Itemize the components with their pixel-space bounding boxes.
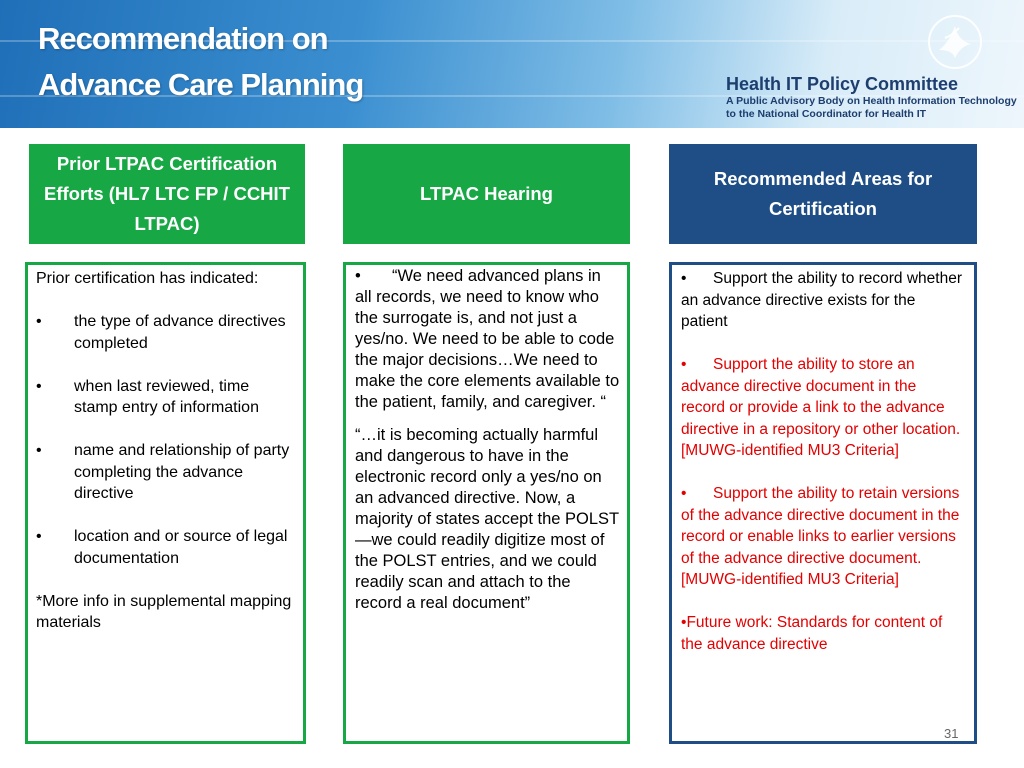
bullet-icon: • [681,356,687,373]
hearing-quote-2: “…it is becoming actually harmful and dangerous to have in the electronic record only a yes/no on an advanced directive. Now, a majority of states accept the POLST—we could readily digitize most of the POLST entries, and we could readily scan and attach to the record a real document” [355,426,620,612]
list-item [36,311,297,354]
column-header-label: Recommended Areas for Certification [713,168,933,219]
list-item [36,440,297,505]
bullet-icon: • [36,313,42,330]
list-item-text: name and relationship of party completing the advance directive [74,442,290,502]
organization-subtitle-1: A Public Advisory Body on Health Information Technology [726,95,1017,107]
column-header-ltpac-hearing [343,144,630,244]
column-header-recommended-areas [669,144,977,244]
hhs-eagle-logo-icon [925,14,985,70]
intro-text: Prior certification has indicated: [36,270,259,287]
recommendation-text: Support the ability to retain versions of the advance directive document in the record or enable links to earlier versions of the advance directive document. [MUWG-identified MU3 Criteria] [681,485,960,588]
slide-title [38,16,363,108]
recommendation-text: Support the ability to store an advance directive document in the record or provide a link to the advance directive in a repository or other location. [MUWG-identified MU3 Criteria] [681,356,961,459]
recommendation-text: Future work: Standards for content of the advance directive [681,614,943,653]
column-header-label: LTPAC Hearing [420,183,553,204]
prior-ltpac-bullet-list [36,311,297,569]
bullet-icon: • [36,528,42,545]
bullet-icon: • [355,267,361,285]
supplemental-note: *More info in supplemental mapping materials [36,592,292,631]
ltpac-hearing-content-box [343,262,630,744]
slide-title-line1: Recommendation on [38,21,328,56]
bullet-icon: • [681,485,687,502]
list-item-text: the type of advance directives completed [74,313,286,352]
recommendation-item [681,354,964,462]
recommendation-item [681,483,964,591]
list-item [36,376,297,419]
bullet-icon: • [36,442,42,459]
organization-block [726,73,1017,121]
slide-title-line2: Advance Care Planning [38,67,364,102]
bullet-icon: • [36,377,42,395]
recommendation-text: Support the ability to record whether an advance directive exists for the patient [681,270,962,330]
organization-name: Health IT Policy Committee [726,74,959,94]
list-item-text: location and or source of legal documentation [74,528,288,567]
column-header-label: Prior LTPAC Certification Efforts (HL7 LTC FP / CCHIT LTPAC) [44,153,290,234]
column-header-prior-ltpac [29,144,305,244]
recommendation-item [681,268,964,333]
bullet-icon: • [681,614,687,631]
page-number: 31 [944,726,959,741]
hearing-quote-1 [355,266,621,413]
recommended-areas-content-box [669,262,977,744]
recommendation-item [681,612,964,655]
prior-ltpac-content-box [25,262,306,744]
title-banner [0,0,1024,128]
list-item [36,526,297,569]
bullet-icon: • [681,270,687,287]
list-item-text: when last reviewed, time stamp entry of information [74,377,259,416]
organization-subtitle-2: to the National Coordinator for Health IT [726,108,927,120]
quote-text: “We need advanced plans in all records, we need to know who the surrogate is, and not just a yes/no. We need to be able to code the major decisions…We need to make the core elements available to the patient, family, and caregiver. “ [355,267,620,411]
